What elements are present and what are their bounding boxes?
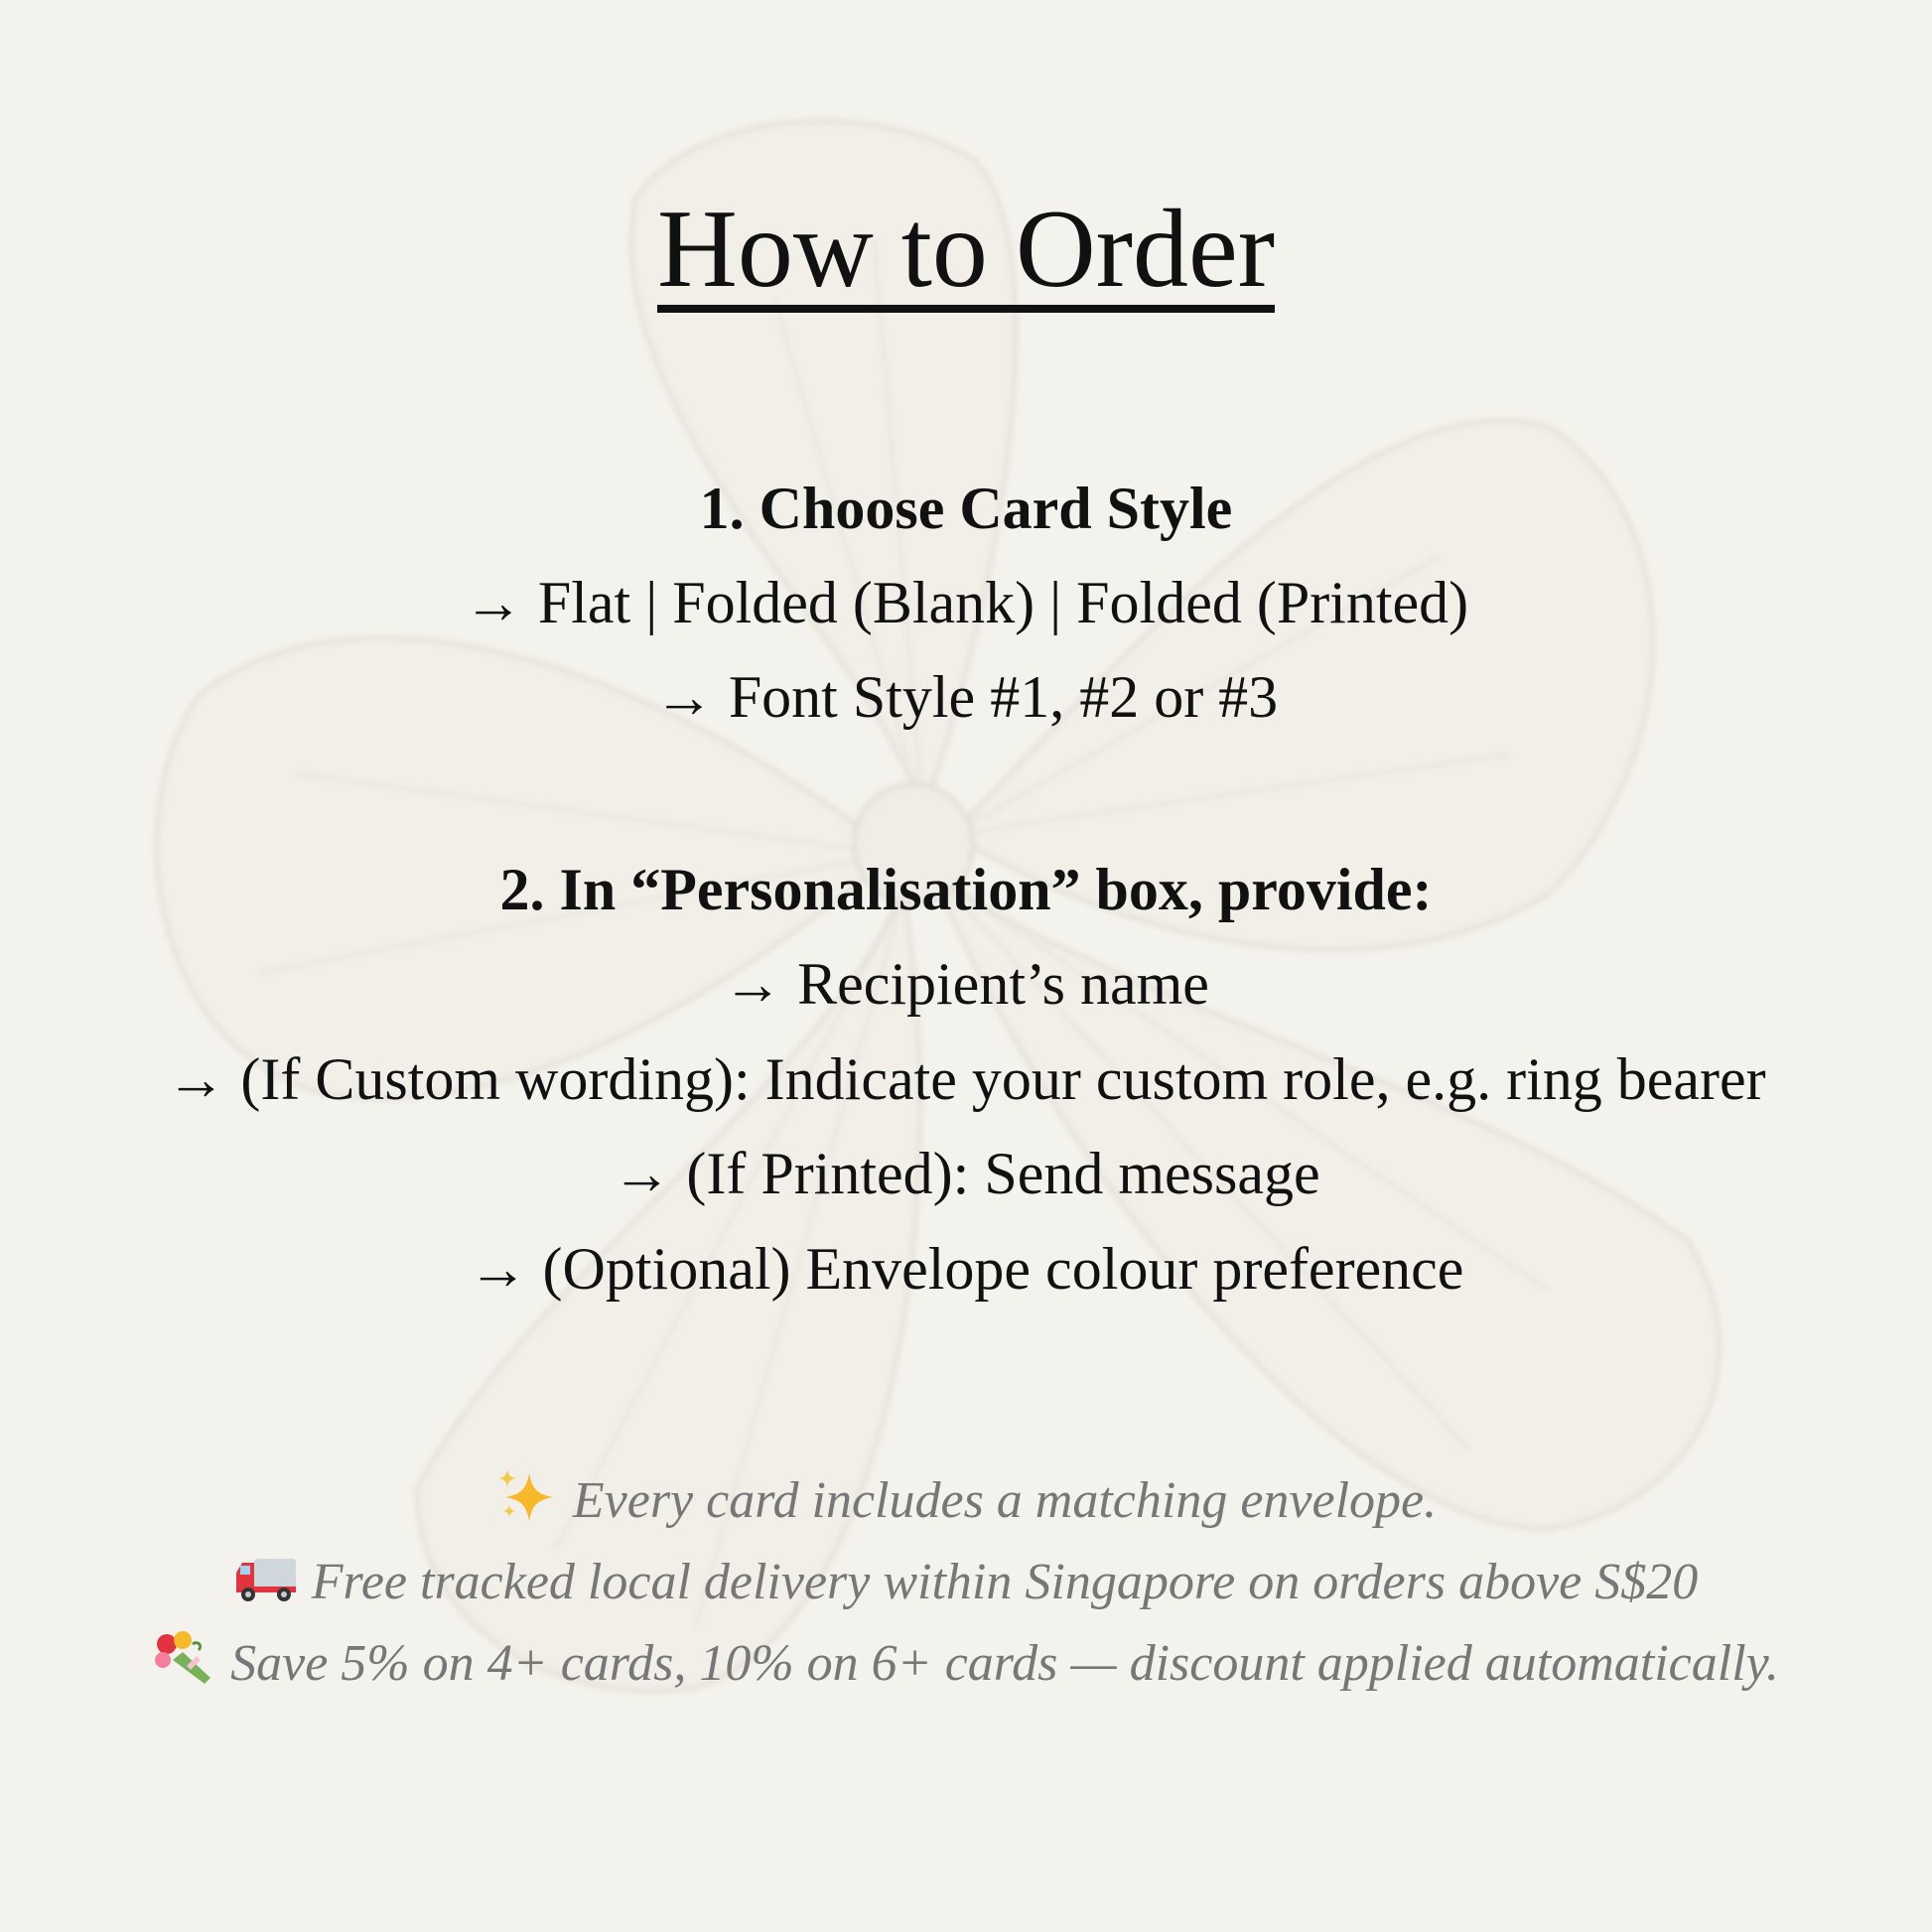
page-title-text: How to Order	[656, 188, 1276, 311]
note-text: Free tracked local delivery within Singapore on orders above S$20	[311, 1554, 1699, 1610]
page-title	[0, 188, 1932, 313]
step2-item-printed-message: → (If Printed): Send message	[612, 1141, 1320, 1206]
step2-item-custom-wording: → (If Custom wording): Indicate your custom role, e.g. ring bearer	[166, 1046, 1766, 1112]
delivery-truck-icon	[234, 1549, 298, 1604]
step1-item-font-style: → Font Style #1, #2 or #3	[653, 664, 1279, 730]
step2-item-recipient-name: → Recipient’s name	[723, 951, 1209, 1017]
sparkles-icon	[495, 1467, 559, 1523]
step2-item-envelope-colour: → (Optional) Envelope colour preference	[468, 1236, 1464, 1302]
note-matching-envelope	[0, 1467, 1932, 1527]
step1-item-card-style: → Flat | Folded (Blank) | Folded (Printed)	[463, 570, 1469, 635]
note-text: Every card includes a matching envelope.	[572, 1472, 1438, 1529]
step2-heading: 2. In “Personalisation” box, provide:	[499, 857, 1433, 922]
note-bulk-discount	[0, 1630, 1932, 1690]
step1-heading: 1. Choose Card Style	[699, 476, 1233, 541]
note-text: Save 5% on 4+ cards, 10% on 6+ cards — discount applied automatically.	[230, 1635, 1779, 1692]
note-free-delivery	[0, 1549, 1932, 1608]
bouquet-icon	[153, 1630, 216, 1686]
